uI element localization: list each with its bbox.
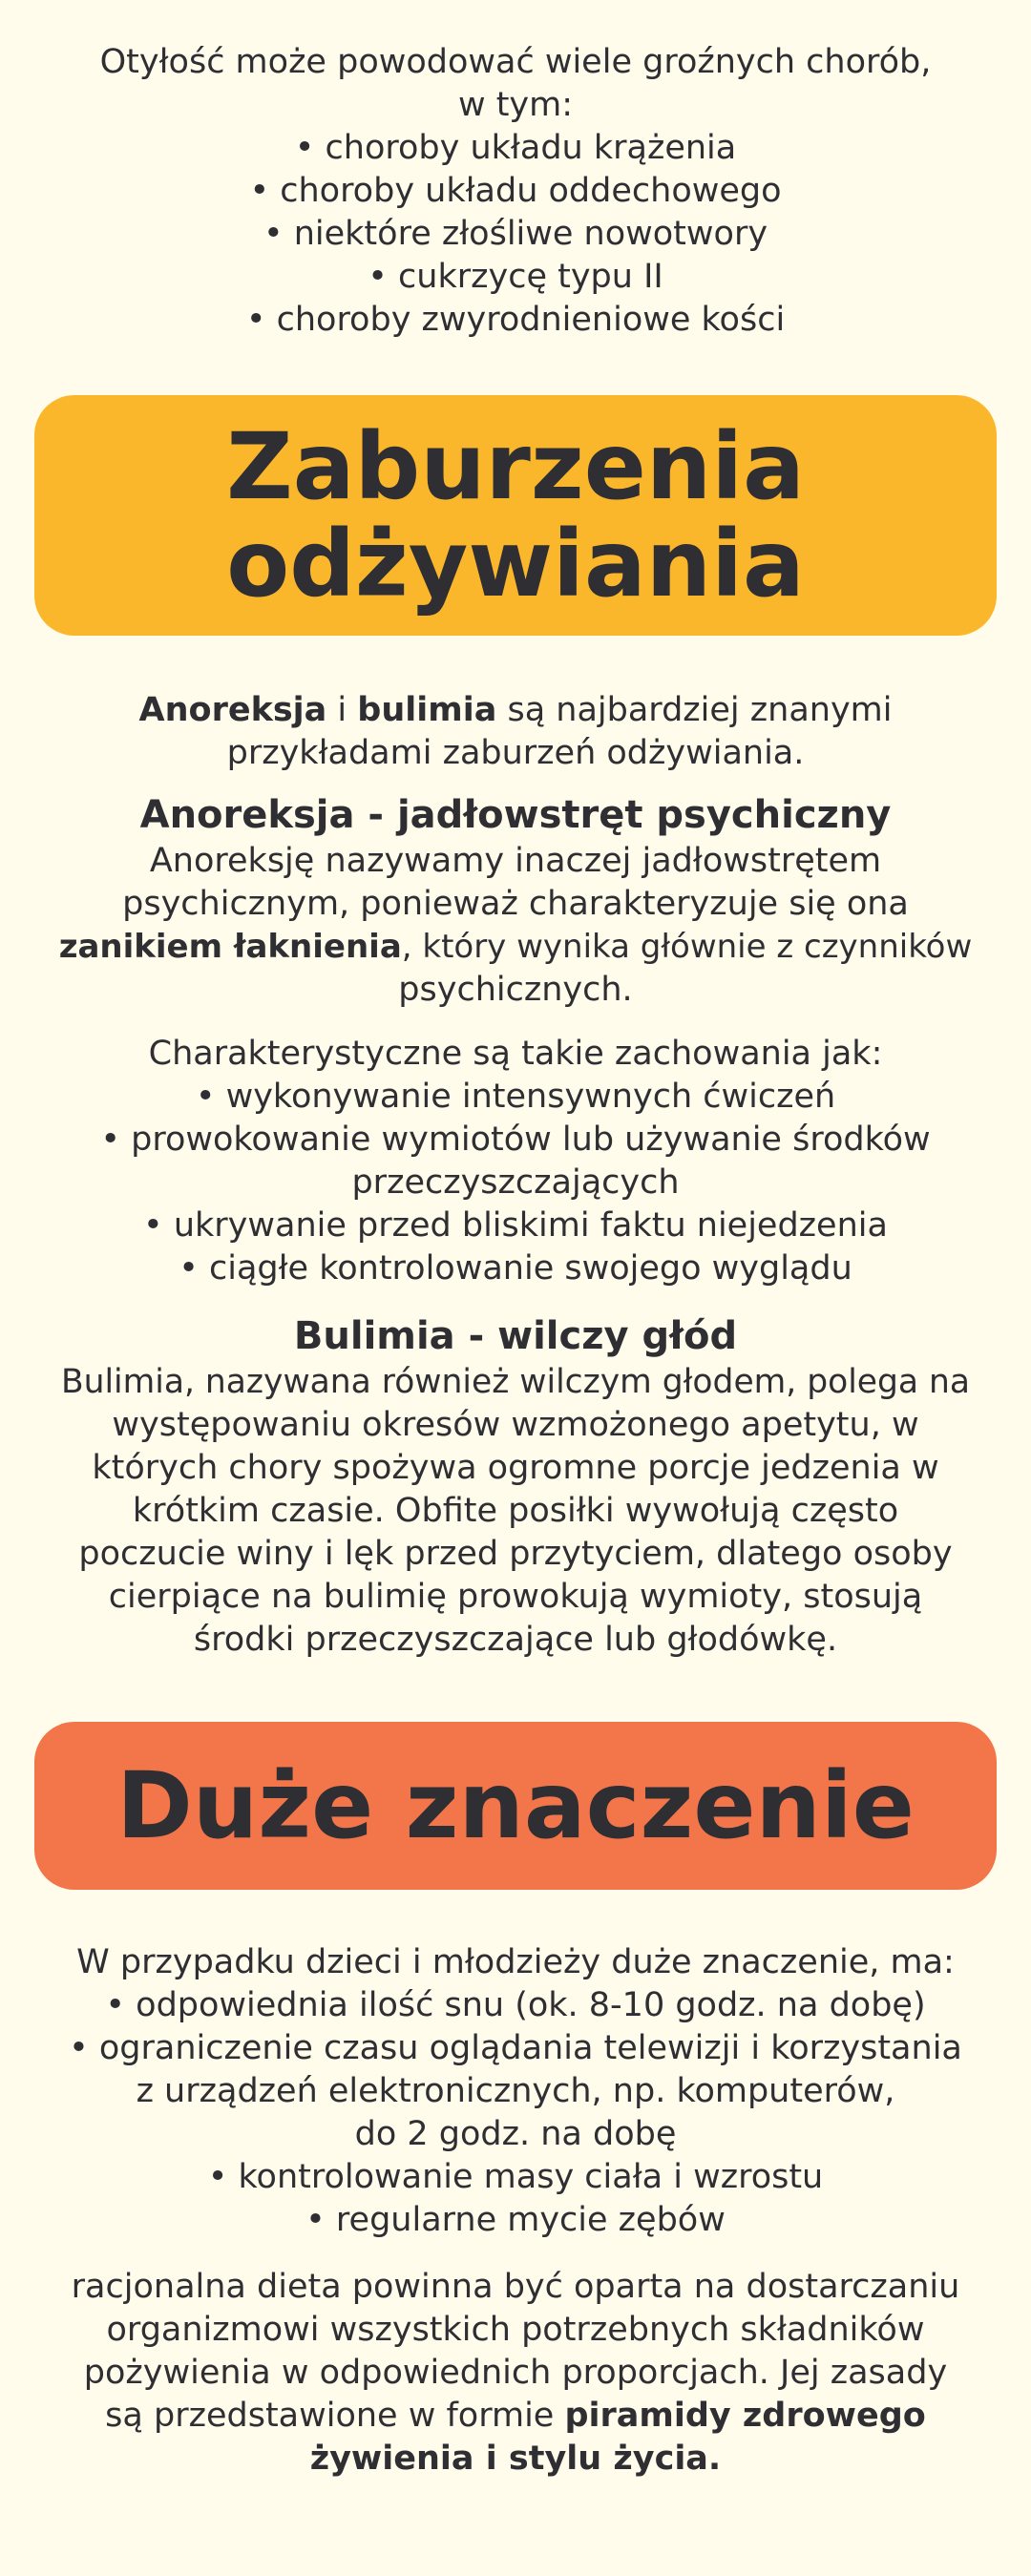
banner-importance (34, 1722, 997, 1890)
list-item: • ciągłe kontrolowanie swojego wyglądu (179, 1249, 852, 1288)
eating-intro-paragraph: Anoreksja i bulimia są najbardziej znanymi przykładami zaburzeń odżywiania. (138, 691, 893, 772)
list-item: • ukrywanie przed bliskimi faktu niejedzenia (143, 1206, 888, 1245)
list-item: • regularne mycie zębów (305, 2201, 726, 2239)
list-item: • cukrzycę typu II (368, 258, 663, 296)
list-item: • wykonywanie intensywnych ćwiczeń (195, 1078, 836, 1116)
term-anorexia: Anoreksja (138, 691, 327, 729)
intro-line: Otyłość może powodować wiele groźnych chorób, (99, 43, 932, 81)
list-item: przeczyszczających (351, 1163, 680, 1202)
bulimia-heading: Bulimia - wilczy głód (293, 1314, 738, 1358)
banner-title: Duże znaczenie (116, 1752, 915, 1859)
list-item: • ograniczenie czasu oglądania telewizji i korzystania (69, 2029, 962, 2067)
behaviors-paragraph: Charakterystyczne są takie zachowania jak: • wykonywanie intensywnych ćwiczeń • prowokowanie wymiotów lub używanie środków przeczyszczających • ukrywanie przed bliskimi faktu niejedzenia • ciągłe kontrolowanie swojego wyglądu (57, 1033, 974, 1290)
banner-eating-disorders (34, 395, 997, 636)
intro-line: w tym: (457, 86, 574, 124)
anorexia-heading: Anoreksja - jadłowstręt psychiczny (139, 793, 892, 837)
list-item: • choroby zwyrodnieniowe kości (245, 301, 786, 339)
list-item: • choroby układu oddechowego (249, 172, 782, 210)
term-bulimia: bulimia (357, 691, 497, 729)
list-item: • kontrolowanie masy ciała i wzrostu (207, 2158, 824, 2196)
bulimia-paragraph: Bulimia, nazywana również wilczym głodem, polega na występowaniu okresów wzmożonego apetytu, w których chory spożywa ogromne porcje jedzenia w krótkim czasie. Obfite posiłki wywołują często poczucie winy i lęk przed przytyciem, dlatego osoby cierpiące na bulimię prowokują wymioty, stosują środki przeczyszczające lub głodówkę. (60, 1363, 971, 1659)
list-item: • odpowiednia ilość snu (ok. 8-10 godz. na dobę) (105, 1986, 926, 2024)
list-item: • prowokowanie wymiotów lub używanie środków (100, 1120, 931, 1159)
term-appetite-loss: zanikiem łaknienia (58, 928, 402, 966)
anorexia-paragraph: Anoreksję nazywamy inaczej jadłowstrętem psychicznym, ponieważ charakteryzuje się ona zanikiem łaknienia, który wynika głównie z czynników psychicznych. (58, 842, 973, 1009)
list-item: z urządzeń elektronicznych, np. komputerów, (136, 2072, 895, 2110)
diet-paragraph: racjonalna dieta powinna być oparta na dostarczaniu organizmowi wszystkich potrzebnych składników pożywienia w odpowiednich proporcjach. Jej zasady są przedstawione w formie piramidy zdrowego żywienia i stylu życia. (71, 2268, 960, 2478)
list-item: • choroby układu krążenia (294, 129, 737, 167)
importance-paragraph: W przypadku dzieci i młodzieży duże znaczenie, ma: • odpowiednia ilość snu (ok. 8-10 godz. na dobę) • ograniczenie czasu oglądania telewizji i korzystania z urządzeń elektronicznych, np. komputerów, do 2 godz. na dobę • kontrolowanie masy ciała i wzrostu • regularne mycie zębów (57, 1941, 974, 2242)
list-item: do 2 godz. na dobę (354, 2115, 677, 2153)
list-item: • niektóre złośliwe nowotwory (263, 215, 768, 253)
intro-paragraph (57, 41, 974, 342)
term-food-pyramid: piramidy zdrowego (564, 2397, 926, 2435)
banner-title: Zaburzenia odżywiania (226, 413, 805, 618)
